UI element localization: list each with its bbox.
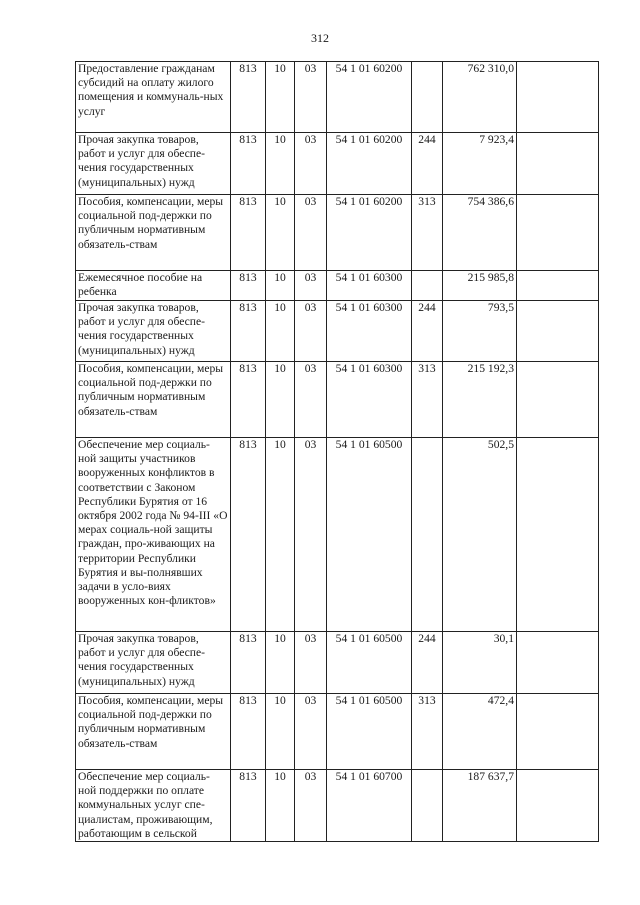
cell-empty bbox=[517, 632, 599, 694]
cell-target-article: 54 1 01 60500 bbox=[327, 694, 412, 770]
cell-subsection-code: 03 bbox=[295, 195, 327, 271]
table-row bbox=[76, 632, 599, 694]
cell-expense-type: 244 bbox=[412, 133, 443, 195]
cell-department-code: 813 bbox=[231, 362, 266, 438]
cell-name: Обеспечение мер социаль-ной поддержки по оплате коммунальных услуг спе-циалистам, проживающим, работающим в сельской bbox=[76, 770, 231, 842]
cell-amount: 472,4 bbox=[443, 694, 517, 770]
table-row bbox=[76, 362, 599, 438]
cell-subsection-code: 03 bbox=[295, 62, 327, 133]
cell-name: Ежемесячное пособие на ребенка bbox=[76, 271, 231, 301]
cell-name: Предоставление гражданам субсидий на оплату жилого помещения и коммуналь-ных услуг bbox=[76, 62, 231, 133]
cell-section-code: 10 bbox=[266, 195, 295, 271]
cell-amount: 754 386,6 bbox=[443, 195, 517, 271]
cell-department-code: 813 bbox=[231, 133, 266, 195]
cell-subsection-code: 03 bbox=[295, 770, 327, 842]
cell-subsection-code: 03 bbox=[295, 438, 327, 632]
cell-expense-type bbox=[412, 62, 443, 133]
cell-amount: 215 985,8 bbox=[443, 271, 517, 301]
table-row bbox=[76, 62, 599, 133]
cell-subsection-code: 03 bbox=[295, 301, 327, 362]
cell-target-article: 54 1 01 60300 bbox=[327, 271, 412, 301]
cell-department-code: 813 bbox=[231, 438, 266, 632]
cell-subsection-code: 03 bbox=[295, 271, 327, 301]
cell-target-article: 54 1 01 60200 bbox=[327, 62, 412, 133]
cell-name: Прочая закупка товаров, работ и услуг для обеспе-чения государственных (муниципальных) нужд bbox=[76, 632, 231, 694]
table-row bbox=[76, 133, 599, 195]
cell-expense-type bbox=[412, 438, 443, 632]
cell-section-code: 10 bbox=[266, 301, 295, 362]
cell-empty bbox=[517, 62, 599, 133]
cell-expense-type: 313 bbox=[412, 195, 443, 271]
cell-target-article: 54 1 01 60300 bbox=[327, 362, 412, 438]
cell-section-code: 10 bbox=[266, 62, 295, 133]
cell-name: Пособия, компенсации, меры социальной под-держки по публичным нормативным обязатель-ствам bbox=[76, 362, 231, 438]
cell-name: Пособия, компенсации, меры социальной под-держки по публичным нормативным обязатель-ствам bbox=[76, 195, 231, 271]
cell-target-article: 54 1 01 60500 bbox=[327, 438, 412, 632]
cell-target-article: 54 1 01 60500 bbox=[327, 632, 412, 694]
cell-department-code: 813 bbox=[231, 195, 266, 271]
table-row bbox=[76, 770, 599, 842]
cell-empty bbox=[517, 770, 599, 842]
cell-target-article: 54 1 01 60200 bbox=[327, 133, 412, 195]
cell-section-code: 10 bbox=[266, 694, 295, 770]
cell-department-code: 813 bbox=[231, 770, 266, 842]
cell-amount: 215 192,3 bbox=[443, 362, 517, 438]
table-row bbox=[76, 271, 599, 301]
cell-target-article: 54 1 01 60700 bbox=[327, 770, 412, 842]
cell-target-article: 54 1 01 60300 bbox=[327, 301, 412, 362]
cell-empty bbox=[517, 301, 599, 362]
cell-empty bbox=[517, 133, 599, 195]
cell-department-code: 813 bbox=[231, 271, 266, 301]
cell-expense-type: 313 bbox=[412, 362, 443, 438]
cell-department-code: 813 bbox=[231, 301, 266, 362]
cell-expense-type: 313 bbox=[412, 694, 443, 770]
cell-name: Обеспечение мер социаль-ной защиты участников вооруженных конфликтов в соответствии с Законом Республики Бурятия от 16 октября 2002 года № 94-III «О мерах социаль-ной защиты граждан, про-живающих на территории Республики Бурятия и вы-полнявших задачи в усло-виях вооруженных кон-фликтов» bbox=[76, 438, 231, 632]
cell-subsection-code: 03 bbox=[295, 133, 327, 195]
table-row bbox=[76, 301, 599, 362]
cell-amount: 762 310,0 bbox=[443, 62, 517, 133]
cell-amount: 502,5 bbox=[443, 438, 517, 632]
cell-section-code: 10 bbox=[266, 362, 295, 438]
cell-amount: 7 923,4 bbox=[443, 133, 517, 195]
cell-department-code: 813 bbox=[231, 62, 266, 133]
table-row bbox=[76, 438, 599, 632]
cell-section-code: 10 bbox=[266, 133, 295, 195]
cell-subsection-code: 03 bbox=[295, 362, 327, 438]
cell-empty bbox=[517, 271, 599, 301]
cell-section-code: 10 bbox=[266, 632, 295, 694]
cell-amount: 30,1 bbox=[443, 632, 517, 694]
cell-expense-type: 244 bbox=[412, 301, 443, 362]
budget-table bbox=[75, 61, 599, 842]
cell-empty bbox=[517, 362, 599, 438]
cell-department-code: 813 bbox=[231, 694, 266, 770]
cell-empty bbox=[517, 195, 599, 271]
cell-section-code: 10 bbox=[266, 438, 295, 632]
cell-section-code: 10 bbox=[266, 271, 295, 301]
table-row bbox=[76, 694, 599, 770]
cell-expense-type: 244 bbox=[412, 632, 443, 694]
cell-section-code: 10 bbox=[266, 770, 295, 842]
cell-subsection-code: 03 bbox=[295, 632, 327, 694]
cell-expense-type bbox=[412, 271, 443, 301]
cell-target-article: 54 1 01 60200 bbox=[327, 195, 412, 271]
cell-empty bbox=[517, 694, 599, 770]
cell-name: Прочая закупка товаров, работ и услуг для обеспе-чения государственных (муниципальных) нужд bbox=[76, 133, 231, 195]
cell-subsection-code: 03 bbox=[295, 694, 327, 770]
cell-amount: 793,5 bbox=[443, 301, 517, 362]
cell-name: Прочая закупка товаров, работ и услуг для обеспе-чения государственных (муниципальных) нужд bbox=[76, 301, 231, 362]
page-number: 312 bbox=[311, 31, 329, 45]
cell-empty bbox=[517, 438, 599, 632]
table-row bbox=[76, 195, 599, 271]
cell-expense-type bbox=[412, 770, 443, 842]
cell-amount: 187 637,7 bbox=[443, 770, 517, 842]
cell-name: Пособия, компенсации, меры социальной под-держки по публичным нормативным обязатель-ствам bbox=[76, 694, 231, 770]
cell-department-code: 813 bbox=[231, 632, 266, 694]
